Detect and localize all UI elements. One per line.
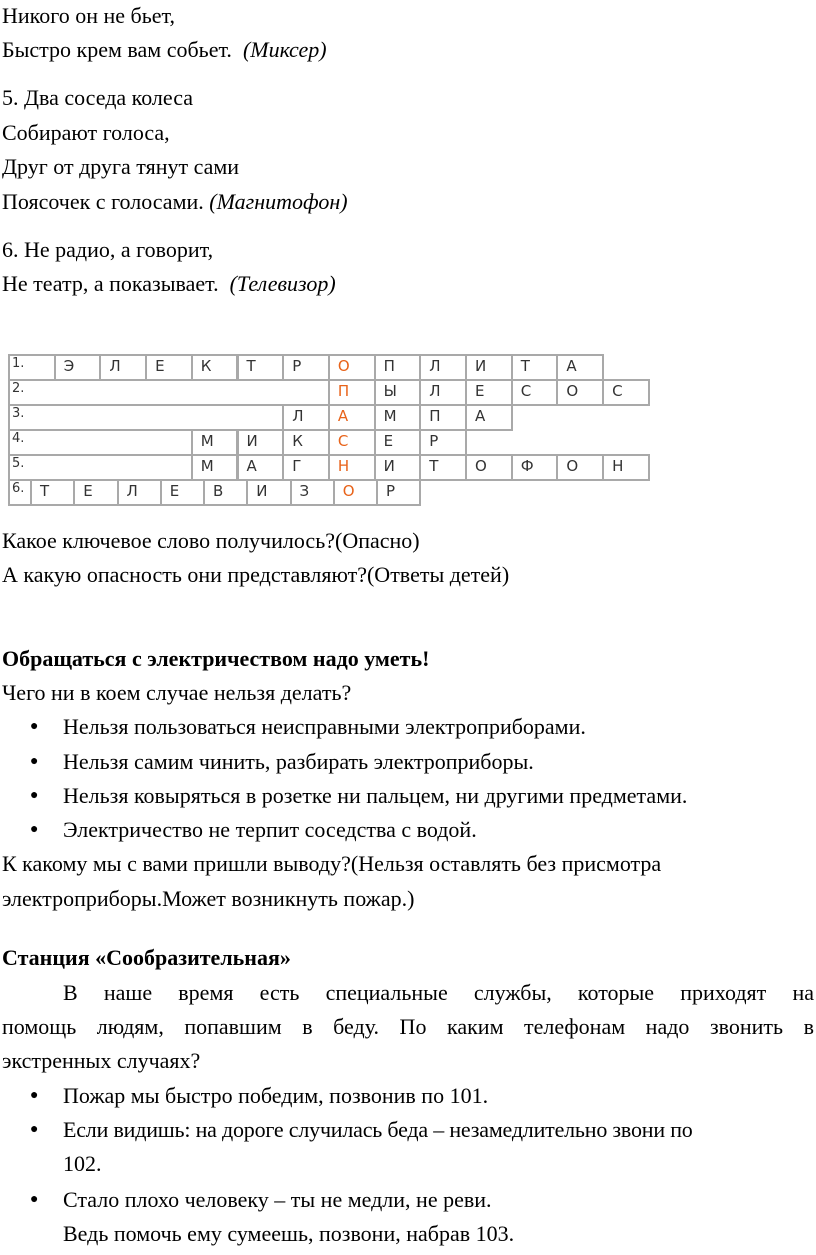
- crossword-key-letter: П: [328, 379, 376, 406]
- safety-intro: Чего ни в коем случае нельзя делать?: [2, 680, 352, 705]
- crossword-key-letter: А: [328, 404, 376, 431]
- crossword-row-number: 1.: [12, 356, 25, 371]
- crossword-row-number: 3.: [12, 406, 25, 421]
- crossword-row-label-cell: [8, 379, 330, 406]
- crossword-letter: О: [465, 454, 513, 481]
- riddle6-line1: 6. Не радио, а говорит,: [2, 237, 214, 262]
- crossword-letter: М: [191, 429, 239, 456]
- crossword-letter: Л: [117, 479, 162, 506]
- safety-conclusion-line2: электроприборы.Может возникнуть пожар.): [2, 886, 415, 911]
- crossword-letter: П: [419, 404, 467, 431]
- riddle5-line1: 5. Два соседа колеса: [2, 85, 194, 110]
- crossword-letter: А: [237, 454, 285, 481]
- crossword-letter: А: [465, 404, 513, 431]
- bullet-icon: ●: [30, 822, 39, 837]
- riddle4-line1: Никого он не бьет,: [2, 3, 175, 28]
- crossword-letter: С: [602, 379, 650, 406]
- crossword-letter: Г: [282, 454, 330, 481]
- bullet-icon: ●: [30, 788, 39, 803]
- station-heading: Станция «Сообразительная»: [2, 945, 291, 970]
- riddle5-line2: Собирают голоса,: [2, 120, 170, 145]
- crossword-letter: К: [282, 429, 330, 456]
- station-item-police-line2: 102.: [63, 1151, 102, 1176]
- crossword-row-label-cell: [8, 404, 284, 431]
- crossword-letter: Ы: [374, 379, 422, 406]
- riddle5-answer: (Магнитофон): [209, 189, 348, 214]
- crossword-letter: Е: [73, 479, 118, 506]
- crossword-row-number: 6.: [12, 481, 25, 496]
- crossword-letter: Р: [419, 429, 467, 456]
- crossword-letter: Е: [465, 379, 513, 406]
- riddle6-line2: [2, 268, 336, 300]
- crossword-letter: З: [290, 479, 335, 506]
- crossword-key-letter: О: [328, 354, 376, 381]
- bullet-icon: ●: [30, 719, 39, 734]
- crossword-letter: С: [511, 379, 559, 406]
- question-danger: А какую опасность они представляют?(Ответы детей): [2, 562, 510, 587]
- safety-heading: Обращаться с электричеством надо уметь!: [2, 646, 430, 671]
- question-keyword: Какое ключевое слово получилось?(Опасно): [2, 528, 420, 553]
- station-item-ambulance-line2: Ведь помочь ему сумеешь, позвони, набрав 103.: [63, 1221, 515, 1246]
- crossword-letter: М: [374, 404, 422, 431]
- bullet-icon: ●: [30, 1122, 39, 1137]
- crossword-row-number: 2.: [12, 381, 25, 396]
- safety-item: Нельзя ковыряться в розетке ни пальцем, ни другими предметами.: [63, 783, 688, 808]
- crossword-letter: Р: [282, 354, 330, 381]
- crossword-letter: Т: [419, 454, 467, 481]
- crossword-row-number: 4.: [12, 431, 25, 446]
- crossword-letter: К: [191, 354, 239, 381]
- crossword-letter: Л: [99, 354, 147, 381]
- crossword-letter: О: [556, 379, 604, 406]
- station-item-ambulance-line1: Стало плохо человеку – ты не медли, не реви.: [63, 1187, 492, 1212]
- crossword-letter: Н: [602, 454, 650, 481]
- crossword-letter: Е: [145, 354, 193, 381]
- safety-item: Нельзя пользоваться неисправными электроприборами.: [63, 714, 586, 739]
- crossword-letter: Л: [419, 354, 467, 381]
- station-para-line2: помощь людям, попавшим в беду. По каким телефонам надо звонить в: [2, 1014, 814, 1039]
- crossword-letter: И: [237, 429, 285, 456]
- crossword-letter: Л: [419, 379, 467, 406]
- crossword-letter: Э: [54, 354, 102, 381]
- crossword-letter: И: [246, 479, 291, 506]
- station-para-line1: В наше время есть специальные службы, которые приходят на: [63, 980, 814, 1005]
- safety-item: Электричество не терпит соседства с водой.: [63, 817, 477, 842]
- crossword-row-number: 5.: [12, 456, 25, 471]
- bullet-icon: ●: [30, 754, 39, 769]
- crossword-letter: А: [556, 354, 604, 381]
- crossword-letter: П: [374, 354, 422, 381]
- crossword-letter: Е: [374, 429, 422, 456]
- crossword-row-label-cell: [8, 454, 193, 481]
- riddle5-line4-text: Поясочек с голосами.: [2, 189, 204, 214]
- crossword-key-letter: С: [328, 429, 376, 456]
- crossword-letter: В: [203, 479, 248, 506]
- riddle4-line2: [2, 34, 327, 66]
- station-item-police-line1: Если видишь: на дороге случилась беда – незамедлительно звони по: [63, 1117, 693, 1142]
- riddle4-line2-text: Быстро крем вам собьет.: [2, 37, 232, 62]
- riddle5-line3: Друг от друга тянут сами: [2, 154, 240, 179]
- crossword-letter: Т: [237, 354, 285, 381]
- bullet-icon: ●: [30, 1192, 39, 1207]
- crossword-letter: И: [465, 354, 513, 381]
- safety-conclusion-line1: К какому мы с вами пришли выводу?(Нельзя оставлять без присмотра: [2, 851, 662, 876]
- riddle6-line2-text: Не театр, а показывает.: [2, 271, 219, 296]
- crossword-letter: Р: [376, 479, 421, 506]
- crossword-key-letter: Н: [328, 454, 376, 481]
- riddle5-line4: [2, 186, 348, 218]
- crossword-letter: Т: [30, 479, 75, 506]
- crossword-letter: М: [191, 454, 239, 481]
- crossword-letter: О: [556, 454, 604, 481]
- crossword-letter: Т: [511, 354, 559, 381]
- safety-item: Нельзя самим чинить, разбирать электроприборы.: [63, 749, 534, 774]
- crossword-letter: И: [374, 454, 422, 481]
- crossword-letter: Л: [282, 404, 330, 431]
- riddle6-answer: (Телевизор): [229, 271, 336, 296]
- station-item-fire: Пожар мы быстро победим, позвонив по 101.: [63, 1083, 489, 1108]
- crossword-row-label-cell: [8, 429, 193, 456]
- crossword-letter: Ф: [511, 454, 559, 481]
- riddle4-answer: (Миксер): [242, 37, 327, 62]
- crossword-key-letter: О: [333, 479, 378, 506]
- bullet-icon: ●: [30, 1088, 39, 1103]
- station-para-line3: экстренных случаях?: [2, 1048, 201, 1073]
- crossword-letter: Е: [160, 479, 205, 506]
